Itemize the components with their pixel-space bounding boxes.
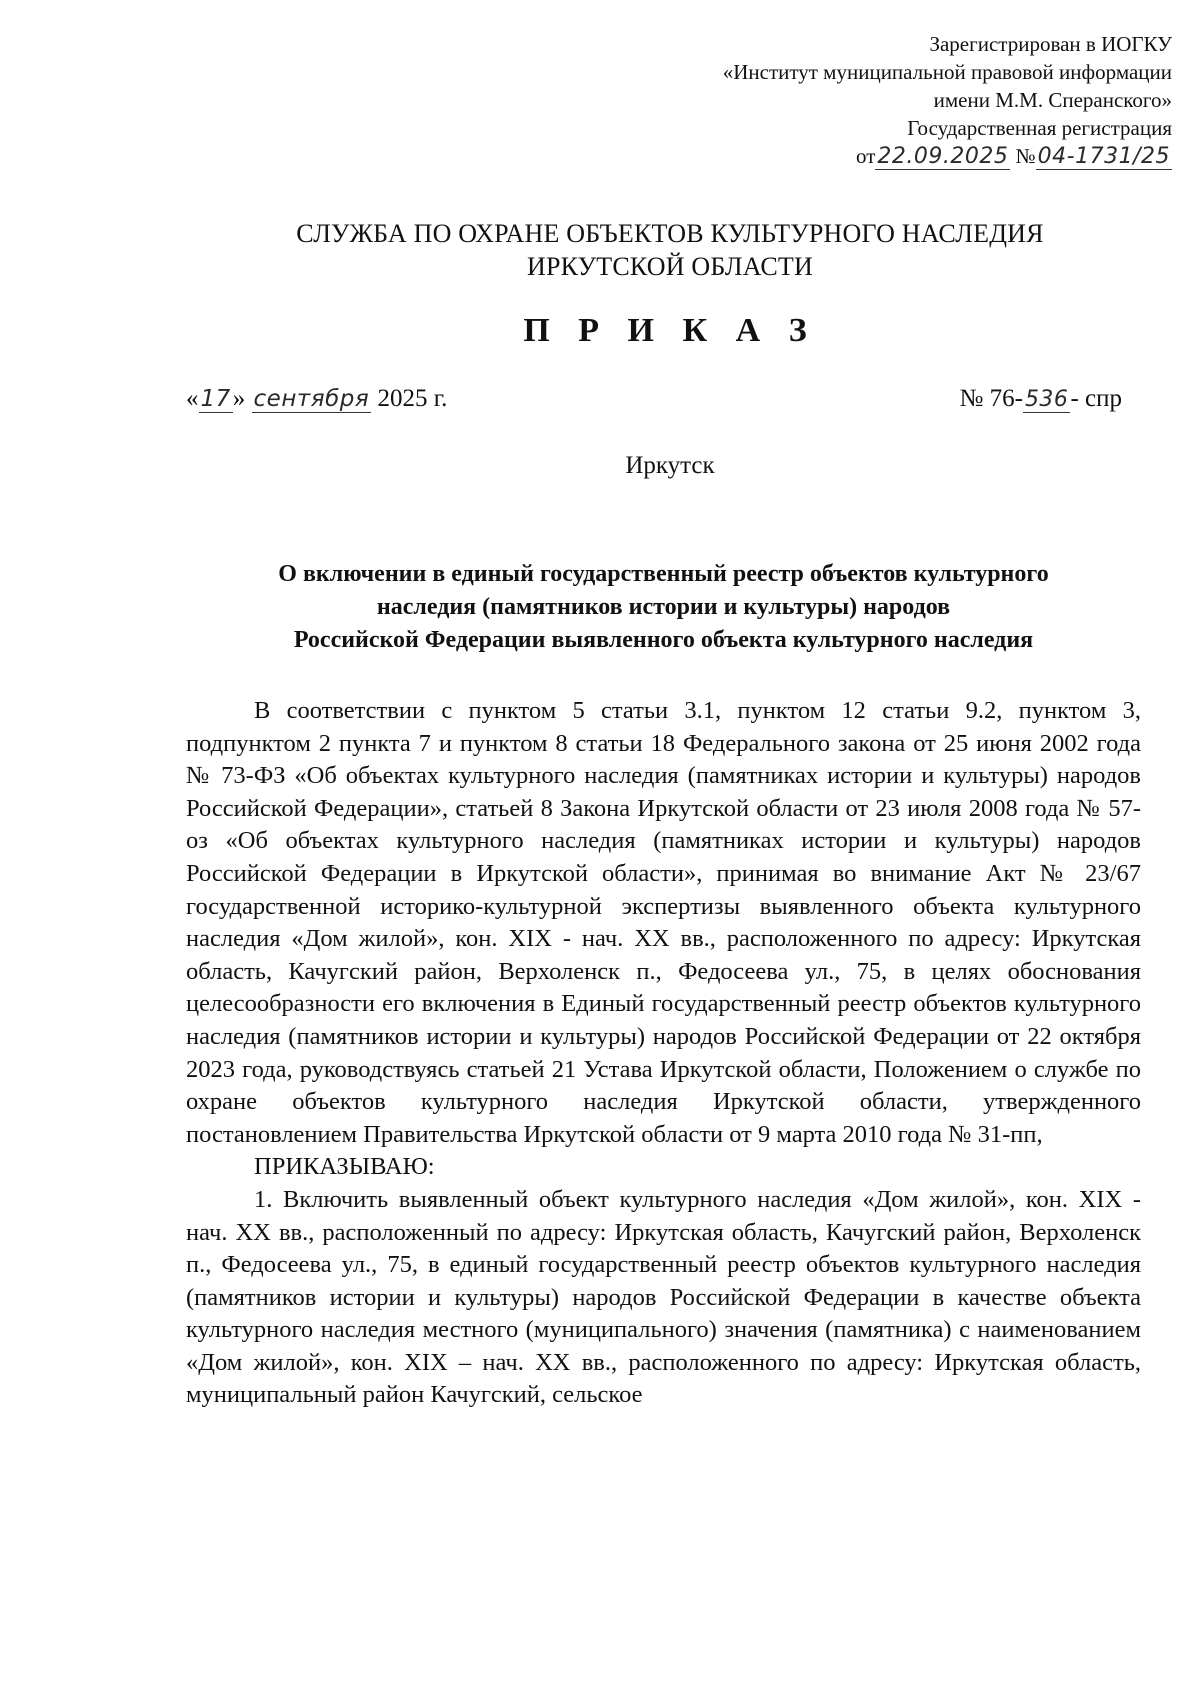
registration-line-2: «Институт муниципальной правовой информации [722, 60, 1172, 84]
order-date-year: 2025 г. [377, 385, 448, 412]
registration-date-prefix: от [856, 144, 876, 168]
registration-line-1: Зарегистрирован в ИОГКУ [929, 32, 1172, 56]
registration-number-line [612, 142, 1172, 171]
order-number-prefix: № 76- [959, 385, 1023, 412]
registration-line-4: Государственная регистрация [907, 116, 1172, 140]
order-date-day-handwritten: 17 [200, 386, 231, 412]
order-body [186, 695, 1141, 1412]
registration-number-handwritten: 04-1731/25 [1037, 144, 1170, 169]
order-date [186, 385, 447, 413]
order-date-close-quote: » [232, 385, 246, 412]
order-number [960, 385, 1123, 413]
registration-number-prefix: № [1015, 144, 1036, 168]
order-date-month-handwritten: сентября [253, 386, 370, 412]
order-number-suffix: - спр [1070, 385, 1122, 412]
body-paragraph-preamble: В соответствии с пунктом 5 статьи 3.1, пунктом 12 статьи 9.2, пунктом 3, подпунктом 2 пункта 7 и пунктом 8 статьи 18 Федерального закона от 25 июня 2002 года № 73-ФЗ «Об объектах культурного наследия (памятниках истории и культуры) народов Российской Федерации», статьей 8 Закона Иркутской области от 23 июля 2008 года № 57-оз «Об объектах культурного наследия (памятниках истории и культуры) народов Российской Федерации в Иркутской области», принимая во внимание Акт № 23/67 государственной историко-культурной экспертизы выявленного объекта культурного наследия «Дом жилой», кон. XIX - нач. XX вв., расположенного по адресу: Иркутская область, Качугский район, Верхоленск п., Федосеева ул., 75, в целях обоснования целесообразности его включения в Единый государственный реестр объектов культурного наследия (памятников истории и культуры) народов Российской Федерации от 22 октября 2023 года, руководствуясь статьей 21 Устава Иркутской области, Положением о службе по охране объектов культурного наследия Иркутской области, утвержденного постановлением Правительства Иркутской области от 9 марта 2010 года № 31-пп, [186, 697, 1141, 1148]
organization-title [120, 217, 1200, 283]
order-subject-line-3: Российской Федерации выявленного объекта культурного наследия [293, 627, 1034, 653]
order-subject-line-1: О включении в единый государственный реестр объектов культурного [278, 561, 1049, 587]
body-paragraph-item-1: 1. Включить выявленный объект культурного наследия «Дом жилой», кон. XIX - нач. XX вв., расположенный по адресу: Иркутская область, Качугский район, Верхоленск п., Федосеева ул., 75, в единый государственный реестр объектов культурного наследия (памятников истории и культуры) народов Российской Федерации в качестве объекта культурного наследия местного (муниципального) значения (памятника) с наименованием «Дом жилой», кон. XIX – нач. XX вв., расположенного по адресу: Иркутская область, муниципальный район Качугский, сельское [186, 1185, 1141, 1409]
order-number-handwritten: 536 [1024, 387, 1069, 412]
order-subject-line-2: наследия (памятников истории и культуры) народов [376, 594, 951, 620]
order-date-open-quote: « [186, 385, 199, 412]
document-type-title: П Р И К А З [523, 312, 817, 349]
city-name: Иркутск [625, 452, 715, 479]
registration-stamp [612, 30, 1172, 171]
organization-title-line-2: ИРКУТСКОЙ ОБЛАСТИ [526, 252, 813, 281]
organization-title-line-1: СЛУЖБА ПО ОХРАНЕ ОБЪЕКТОВ КУЛЬТУРНОГО НАСЛЕДИЯ [296, 219, 1044, 248]
order-subject [186, 558, 1141, 657]
body-order-word: ПРИКАЗЫВАЮ: [254, 1153, 435, 1181]
registration-line-3: имени М.М. Сперанского» [933, 88, 1172, 112]
registration-date-handwritten: 22.09.2025 [877, 144, 1009, 169]
